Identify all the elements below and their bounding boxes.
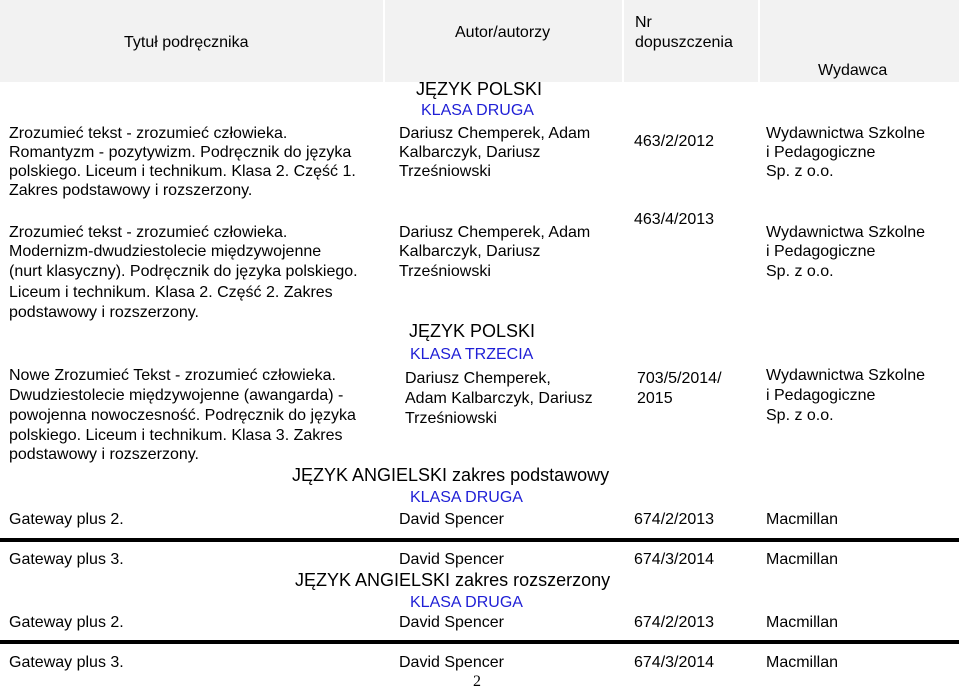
book-title-line: podstawowy i rozszerzony. [9, 446, 199, 463]
header-publisher-column: Wydawca [818, 62, 888, 79]
header-divider [383, 0, 385, 82]
author-line: Kalbarczyk, Dariusz [399, 243, 541, 260]
book-title: Gateway plus 2. [9, 614, 124, 631]
row-separator [0, 538, 959, 542]
page-number: 2 [473, 673, 481, 690]
approval-number: 674/3/2014 [634, 551, 715, 568]
class-heading-polish-3: KLASA TRZECIA [410, 346, 534, 363]
publisher-line: i Pedagogiczne [766, 387, 876, 404]
book-title-line: Liceum i technikum. Klasa 2. Część 2. Zakres [9, 284, 333, 301]
publisher-line: Sp. z o.o. [766, 163, 834, 180]
book-title-line: Zrozumieć tekst - zrozumieć człowieka. [9, 125, 288, 142]
book-title-line: Zakres podstawowy i rozszerzony. [9, 182, 253, 199]
section-heading-english-extended: JĘZYK ANGIELSKI zakres rozszerzony [295, 570, 611, 590]
header-author-column: Autor/autorzy [455, 24, 551, 41]
publisher-line: Wydawnictwa Szkolne [766, 367, 926, 384]
author: David Spencer [399, 511, 504, 528]
book-title-line: Modernizm-dwudziestolecie międzywojenne [9, 243, 322, 260]
author-line: Dariusz Chemperek, Adam [399, 125, 591, 142]
book-title-line: Zrozumieć tekst - zrozumieć człowieka. [9, 224, 288, 241]
publisher-line: Wydawnictwa Szkolne [766, 224, 926, 241]
book-title-line: Nowe Zrozumieć Tekst - zrozumieć człowieka. [9, 367, 336, 384]
approval-number: 463/2/2012 [634, 133, 715, 150]
class-heading-polish-2: KLASA DRUGA [421, 102, 534, 119]
publisher: Macmillan [766, 614, 839, 631]
author: David Spencer [399, 654, 504, 671]
header-number-column: dopuszczenia [635, 34, 733, 51]
header-number-column: Nr [635, 14, 652, 31]
approval-number: 703/5/2014/ [637, 370, 722, 387]
author-line: Trześniowski [405, 410, 497, 427]
author-line: Trześniowski [399, 163, 491, 180]
author-line: Kalbarczyk, Dariusz [399, 144, 541, 161]
header-divider [758, 0, 760, 82]
publisher-line: Wydawnictwa Szkolne [766, 125, 926, 142]
publisher: Macmillan [766, 654, 839, 671]
book-title: Gateway plus 3. [9, 551, 124, 568]
publisher: Macmillan [766, 551, 839, 568]
book-title-line: polskiego. Liceum i technikum. Klasa 2. Część 1. [9, 163, 356, 180]
book-title-line: polskiego. Liceum i technikum. Klasa 3. Zakres [9, 427, 343, 444]
approval-number: 674/2/2013 [634, 614, 715, 631]
book-title-line: Romantyzm - pozytywizm. Podręcznik do języka [9, 144, 352, 161]
class-heading-english-basic: KLASA DRUGA [410, 489, 523, 506]
author: David Spencer [399, 551, 504, 568]
header-divider [622, 0, 624, 82]
approval-number: 674/3/2014 [634, 654, 715, 671]
publisher: Macmillan [766, 511, 839, 528]
author: David Spencer [399, 614, 504, 631]
header-title-column: Tytuł podręcznika [124, 34, 249, 51]
author-line: Trześniowski [399, 263, 491, 280]
approval-number: 674/2/2013 [634, 511, 715, 528]
approval-number: 463/4/2013 [634, 211, 715, 228]
publisher-line: i Pedagogiczne [766, 243, 876, 260]
publisher-line: i Pedagogiczne [766, 144, 876, 161]
approval-number: 2015 [637, 390, 673, 407]
publisher-line: Sp. z o.o. [766, 407, 834, 424]
class-heading-english-extended: KLASA DRUGA [410, 594, 523, 611]
book-title: Gateway plus 2. [9, 511, 124, 528]
book-title-line: powojenna nowoczesność. Podręcznik do języka [9, 407, 356, 424]
row-separator [0, 640, 959, 644]
book-title-line: Dwudziestolecie międzywojenne (awangarda) - [9, 387, 344, 404]
section-heading-polish: JĘZYK POLSKI [409, 321, 536, 341]
book-title: Gateway plus 3. [9, 654, 124, 671]
publisher-line: Sp. z o.o. [766, 263, 834, 280]
book-title-line: podstawowy i rozszerzony. [9, 304, 199, 321]
author-line: Dariusz Chemperek, Adam [399, 224, 591, 241]
author-line: Dariusz Chemperek, [405, 370, 551, 387]
section-heading-polish: JĘZYK POLSKI [416, 79, 543, 99]
section-heading-english-basic: JĘZYK ANGIELSKI zakres podstawowy [292, 465, 610, 485]
author-line: Adam Kalbarczyk, Dariusz [405, 390, 593, 407]
book-title-line: (nurt klasyczny). Podręcznik do języka polskiego. [9, 263, 358, 280]
